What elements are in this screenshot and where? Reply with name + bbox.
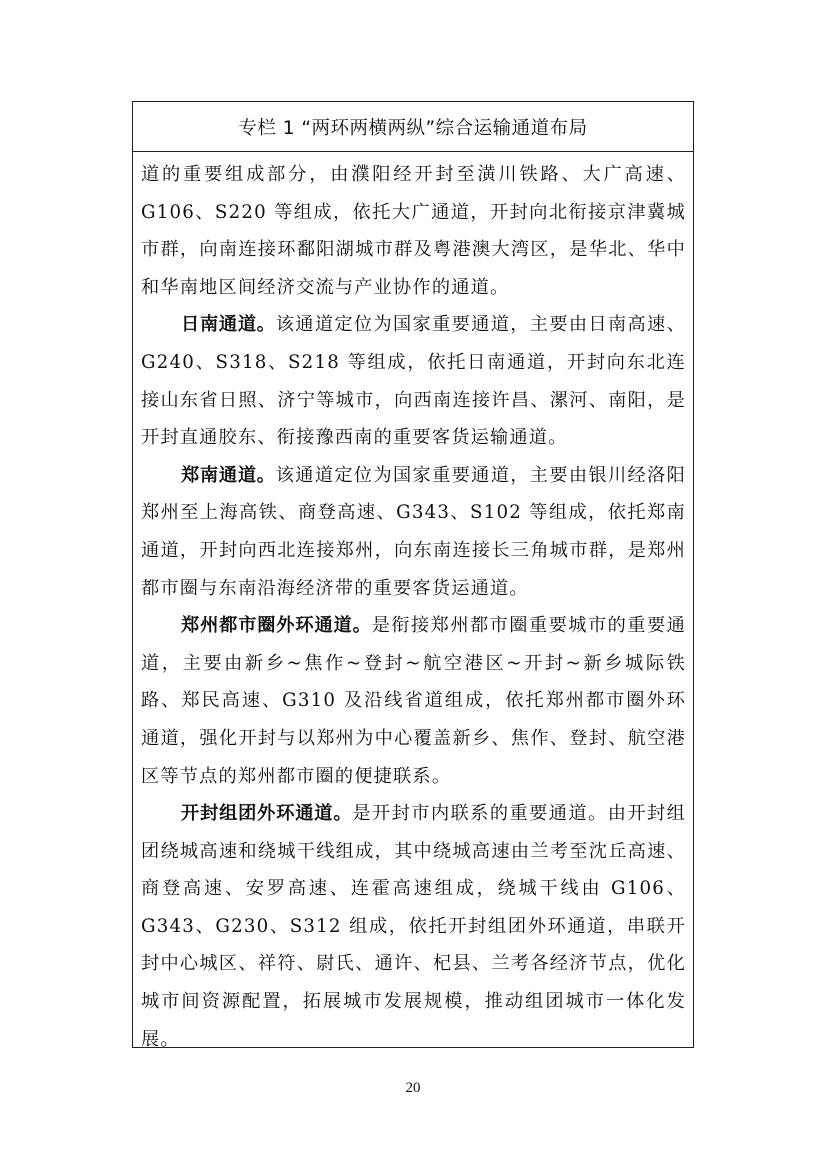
column-title: 专栏 1 “两环两横两纵”综合运输通道布局 bbox=[133, 102, 693, 152]
paragraph-text: 该通道定位为国家重要通道，主要由日南高速、G240、S318、S218 等组成，依托日南通道，开封向东北连接山东省日照、济宁等城市，向西南连接许昌、漯河、南阳，是开封直通胶东、衔接豫西南的重要客货运输通道。 bbox=[141, 314, 686, 449]
column-body bbox=[133, 156, 693, 1058]
paragraph-zhengzhou-outer-ring bbox=[141, 607, 686, 795]
paragraph-lead: 开封组团外环通道。 bbox=[181, 803, 353, 825]
paragraph-zhengnan-corridor bbox=[141, 457, 686, 607]
paragraph-text: 道的重要组成部分，由濮阳经开封至潢川铁路、大广高速、G106、S220 等组成，依托大广通道，开封向北衔接京津冀城市群，向南连接环鄱阳湖城市群及粤港澳大湾区，是华北、华中和华南地区间经济交流与产业协作的通道。 bbox=[141, 164, 686, 298]
paragraph-rinan-corridor bbox=[141, 306, 686, 456]
column-box bbox=[132, 101, 694, 1048]
page-number: 20 bbox=[405, 1080, 421, 1096]
paragraph-kaifeng-outer-ring bbox=[141, 795, 686, 1058]
paragraph-text: 该通道定位为国家重要通道，主要由银川经洛阳郑州至上海高铁、商登高速、G343、S102 等组成，依托郑南通道，开封向西北连接郑州，向东南连接长三角城市群，是郑州都市圈与东南沿海经济带的重要客货运通道。 bbox=[141, 464, 686, 599]
paragraph-lead: 郑州都市圈外环通道。 bbox=[181, 615, 372, 637]
paragraph-lead: 日南通道。 bbox=[181, 314, 276, 336]
paragraph-continuation bbox=[141, 156, 686, 306]
paragraph-text: 是衔接郑州都市圈重要城市的重要通道，主要由新乡~焦作~登封~航空港区~开封~新乡城际铁路、郑民高速、G310 及沿线省道组成，依托郑州都市圈外环通道，强化开封与以郑州为中心覆盖新乡、焦作、登封、航空港区等节点的郑州都市圈的便捷联系。 bbox=[141, 615, 686, 787]
paragraph-text: 是开封市内联系的重要通道。由开封组团绕城高速和绕城干线组成，其中绕城高速由兰考至沈丘高速、商登高速、安罗高速、连霍高速组成，绕城干线由 G106、G343、G230、S312 组成，依托开封组团外环通道，串联开封中心城区、祥符、尉氏、通许、杞县、兰考各经济节点，优化城市间资源配置，拓展城市发展规模，推动组团城市一体化发展。 bbox=[141, 803, 686, 1050]
paragraph-lead: 郑南通道。 bbox=[181, 464, 276, 486]
